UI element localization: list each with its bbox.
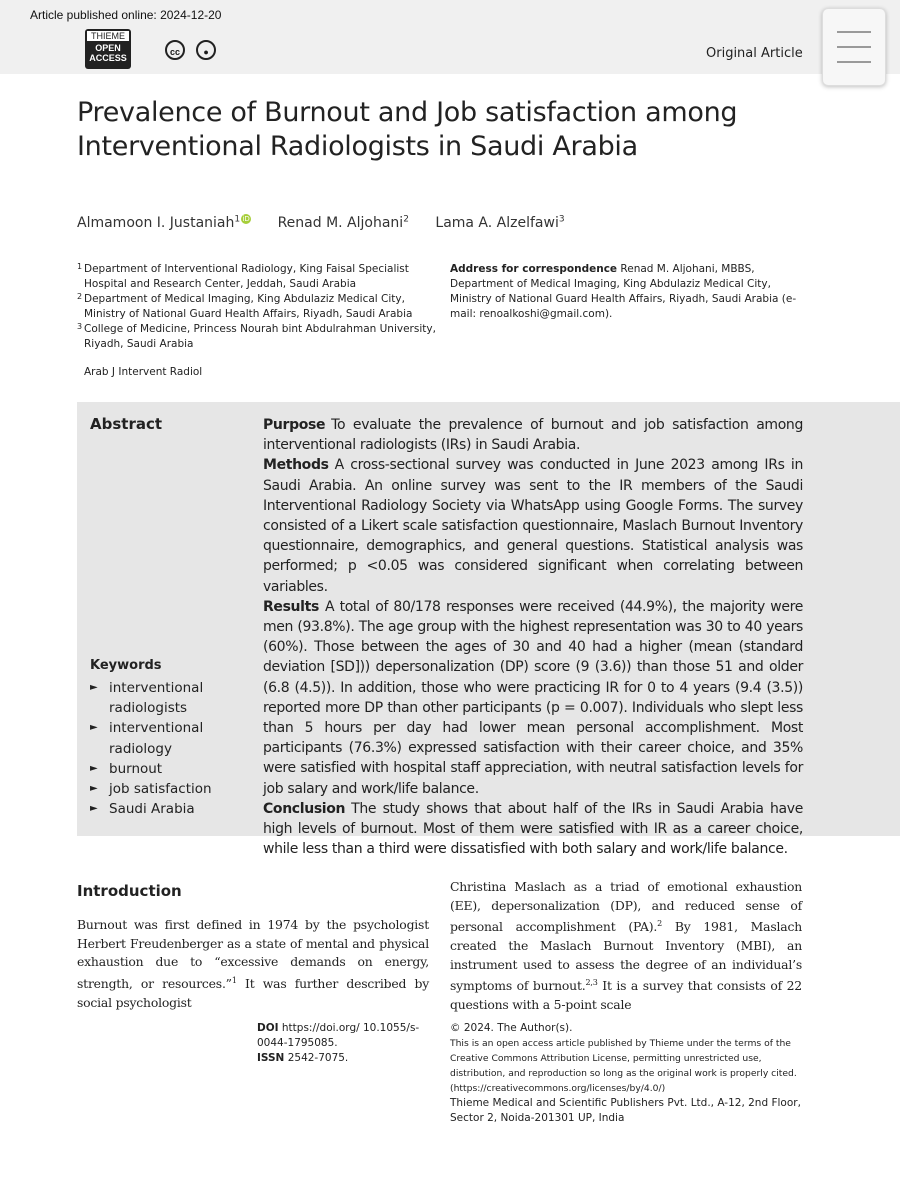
footer-identifiers: DOI https://doi.org/ 10.1055/s-0044-1795085. ISSN 2542-7075. bbox=[257, 1022, 420, 1064]
keyword-item[interactable]: ► burnout bbox=[90, 759, 240, 779]
abstract-heading: Abstract bbox=[90, 415, 163, 433]
citation[interactable]: 2,3 bbox=[585, 978, 598, 988]
doi-link[interactable]: https://doi.org/ 10.1055/s-0044-1795085. bbox=[257, 1022, 420, 1049]
abstract-section: Methods A cross-sectional survey was conducted in June 2023 among IRs in Saudi Arabia. An online survey was sent to the IR members of the Saudi Interventional Radiology Society via WhatsApp using Google Forms. The survey consisted of a Likert scale satisfaction questionnaire, Maslach Burnout Inventory questionnaire, demographics, and general questions. Statistical analysis was performed; p <0.05 was considered significant when correlating between variables. bbox=[263, 457, 803, 595]
cc-icon: cc bbox=[165, 40, 185, 60]
article-type: Original Article bbox=[706, 46, 803, 61]
body-column-left: Burnout was first defined in 1974 by the psychologist Herbert Freudenberger as a state of mental and physical exhaustion due to “excessive demands on energy, strength, or resources.”$^1$ It was further described by social psychologist bbox=[77, 917, 429, 1010]
body-column-right: Christina Maslach as a triad of emotional exhaustion (EE), depersonalization (DP), and reduced sense of personal accomplishment (PA).$^2$ By 1981, Maslach created the Maslach Burnout Inventory (MBI), an instrument used to assess the degree of an individual’s symptoms of burnout.$^{2,3}$ It is a survey that consists of 22 questions with a 5-point scale bbox=[450, 879, 802, 1012]
author: Renad M. Aljohani$^2$ bbox=[277, 214, 409, 231]
keywords-heading: Keywords bbox=[90, 658, 162, 673]
menu-button[interactable] bbox=[822, 8, 886, 86]
published-date: Article published online: 2024-12-20 bbox=[30, 8, 222, 22]
by-person-icon: ● bbox=[196, 40, 216, 60]
article-title: Prevalence of Burnout and Job satisfaction among Interventional Radiologists in Saudi Arabia bbox=[77, 97, 738, 162]
orcid-icon[interactable]: iD bbox=[242, 215, 250, 223]
arrow-right-icon: ► bbox=[90, 722, 98, 734]
affiliation: 1 Department of Interventional Radiology, King Faisal Specialist Hospital and Research Center, Jeddah, Saudi Arabia bbox=[77, 262, 409, 290]
abstract-section: Conclusion The study shows that about half of the IRs in Saudi Arabia have high levels of burnout. Most of them were satisfied with IR as a career choice, while less than a third were dissatisfied with both salary and work/life balance. bbox=[263, 800, 803, 858]
author: Lama A. Alzelfawi$^3$ bbox=[435, 214, 565, 231]
keyword-item[interactable]: ► Saudi Arabia bbox=[90, 799, 240, 819]
keyword-item[interactable]: ► interventional radiologists bbox=[90, 680, 204, 717]
abstract-body bbox=[263, 415, 803, 859]
footer-license bbox=[450, 1021, 810, 1126]
license-icons bbox=[165, 40, 222, 60]
arrow-right-icon: ► bbox=[90, 762, 98, 774]
journal-name: Arab J Intervent Radiol bbox=[84, 366, 203, 378]
affiliation: 2 Department of Medical Imaging, King Abdulaziz Medical City, Ministry of National Guard Health Affairs, Riyadh, Saudi Arabia bbox=[77, 292, 413, 320]
citation[interactable]: 1 bbox=[231, 975, 237, 985]
affiliations bbox=[77, 262, 437, 352]
license-text: This is an open access article published by Thieme under the terms of the Creative Commons Attribution License, permitting unrestricted use, distribution, and reproduction so long as the original work is properly cited. (https://creativecommons.org/licenses/by/4.0/) bbox=[450, 1038, 797, 1094]
affiliation: 3 College of Medicine, Princess Nourah bint Abdulrahman University, Riyadh, Saudi Arabia bbox=[77, 322, 436, 350]
arrow-right-icon: ► bbox=[90, 783, 98, 795]
author-list bbox=[77, 214, 587, 231]
keyword-item[interactable]: ► job satisfaction bbox=[90, 779, 240, 799]
arrow-right-icon: ► bbox=[90, 803, 98, 815]
introduction-heading: Introduction bbox=[77, 882, 182, 900]
abstract-section: Results A total of 80/178 responses were received (44.9%), the majority were men (93.8%). The age group with the highest representation was 30 to 40 years (60%). Those between the ages of 30 and 40 had a higher (mean (standard deviation [SD])) depersonalization (DP) score (9 (3.6)) than those 51 and older (6.8 (4.5)). In addition, those who were practicing IR for 0 to 4 years (9.4 (3.5)) reported more DP than other participants (p = 0.007). Individuals who slept less than 5 hours per day had lower mean personal accomplishment. Most participants (76.3%) expressed satisfaction with their career choice, and 35% were satisfied with hospital staff appreciation, with neutral satisfaction levels for job salary and work/life balance. bbox=[263, 598, 803, 797]
publisher-address: Thieme Medical and Scientific Publishers Pvt. Ltd., A-12, 2nd Floor, Sector 2, Noida-201301 UP, India bbox=[450, 1097, 801, 1124]
abstract-section: Purpose To evaluate the prevalence of burnout and job satisfaction among interventional radiologists (IRs) in Saudi Arabia. bbox=[263, 417, 803, 454]
thieme-open-access-logo: THIEME OPEN ACCESS bbox=[85, 29, 131, 69]
arrow-right-icon: ► bbox=[90, 682, 98, 693]
correspondence: Address for correspondence Renad M. Aljohani, MBBS, Department of Medical Imaging, King Abdulaziz Medical City, Ministry of National Guard Health Affairs, Riyadh, Saudi Arabia (e-mail: renoalkoshi@gmail.com). bbox=[450, 263, 797, 320]
author: Almamoon I. Justaniah$^1$ iD bbox=[77, 214, 250, 231]
keyword-item[interactable]: ► interventional radiology bbox=[90, 720, 204, 757]
copyright: © 2024. The Author(s). bbox=[450, 1022, 573, 1034]
keywords-list bbox=[90, 678, 240, 819]
hamburger-icon bbox=[837, 31, 871, 33]
citation[interactable]: 2 bbox=[657, 919, 662, 929]
